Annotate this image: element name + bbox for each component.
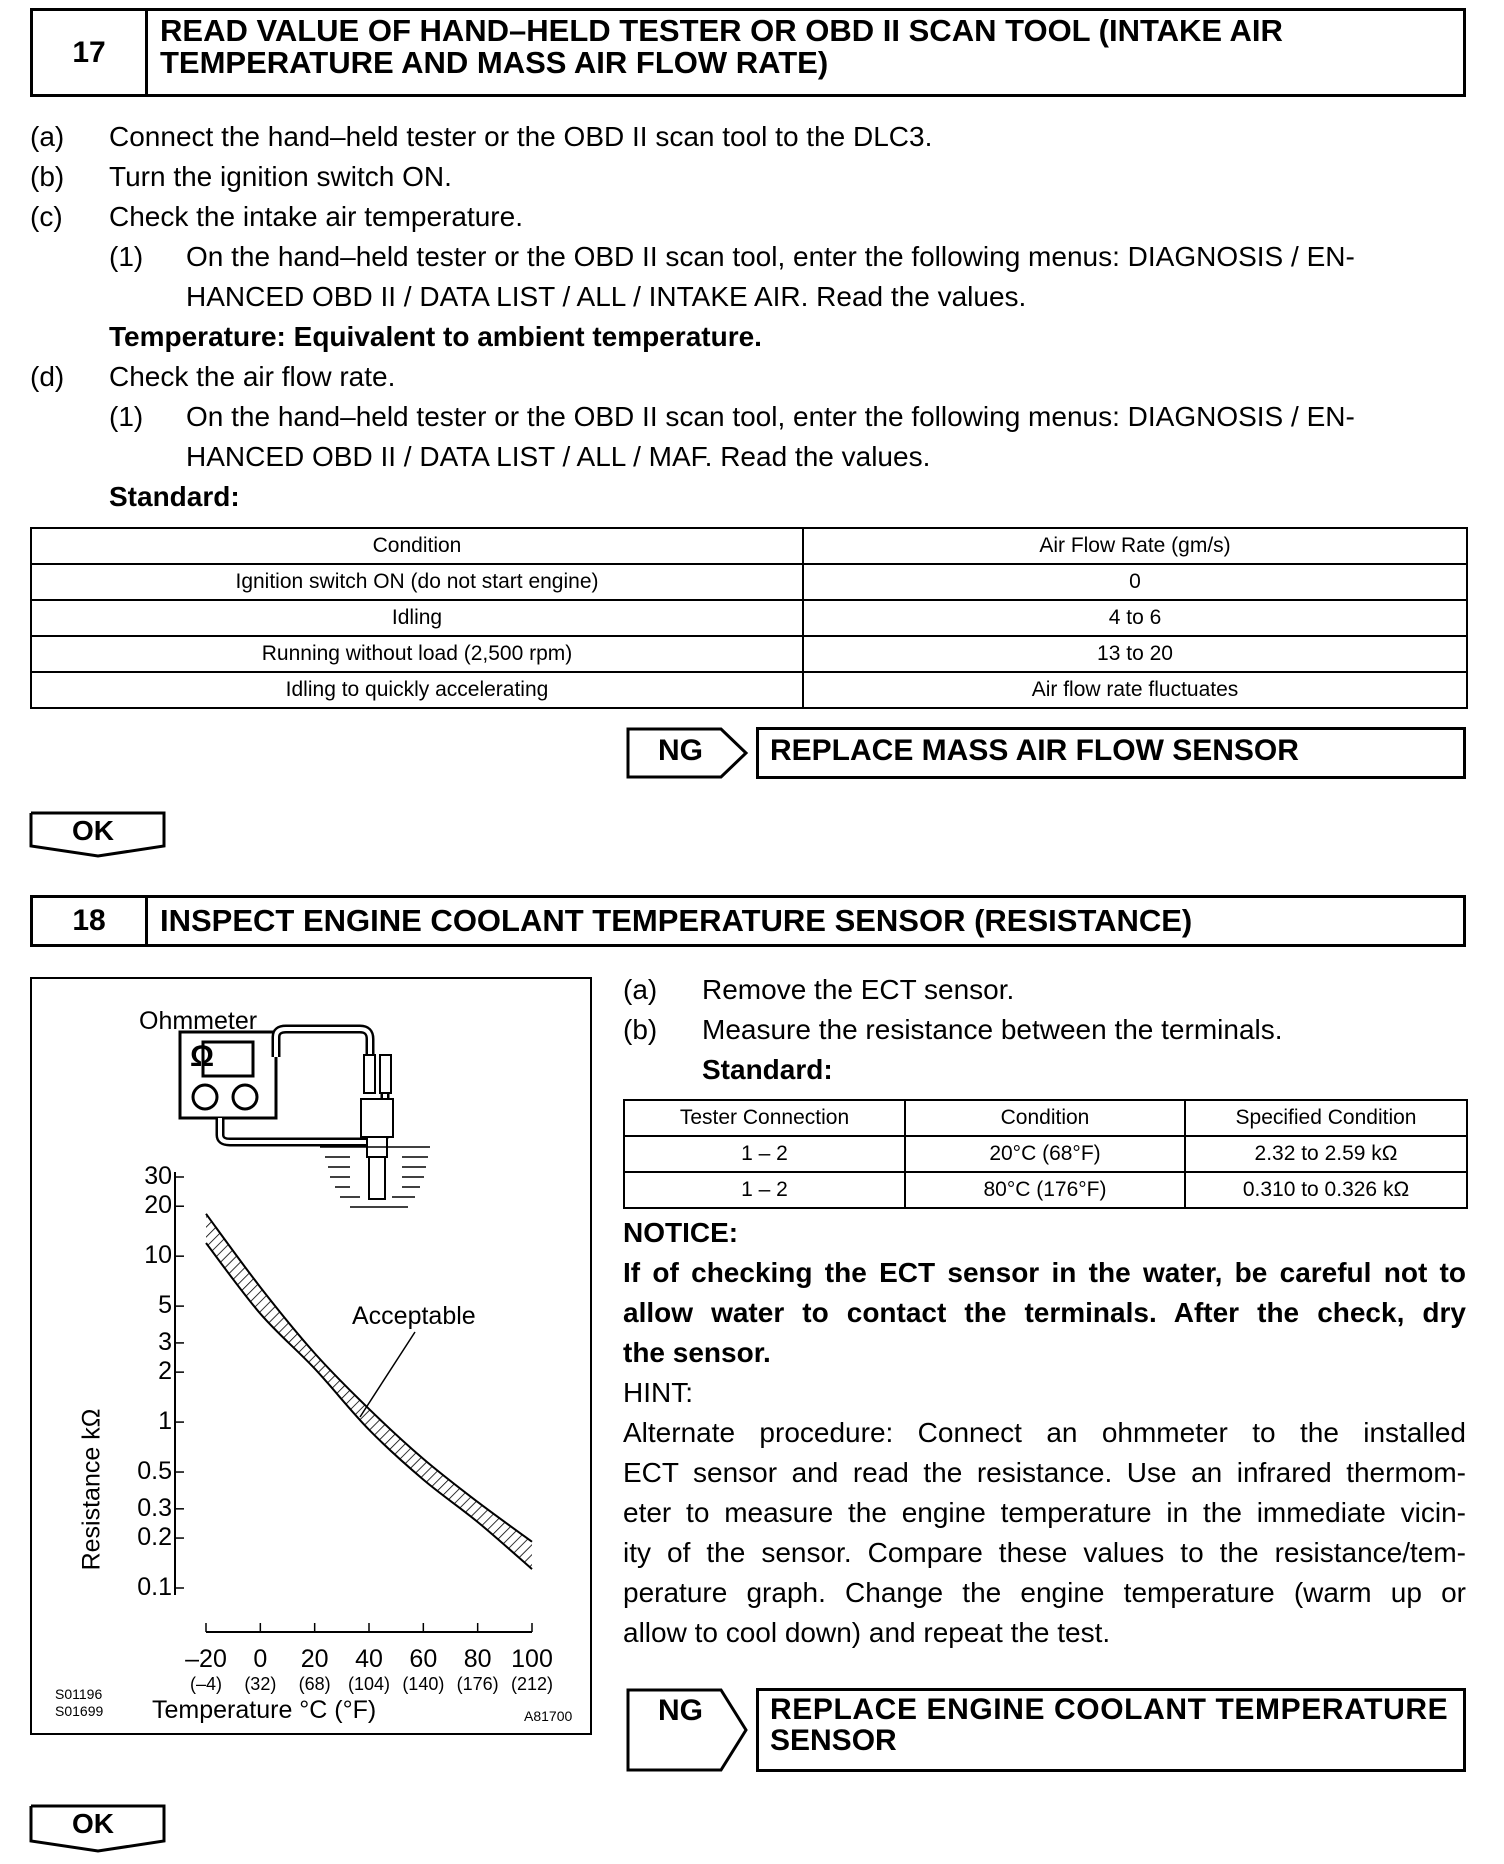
ok-label: OK [72, 1808, 114, 1839]
table-header: Condition [905, 1100, 1185, 1136]
table-row [624, 1172, 1467, 1208]
y-tick-label: 2 [158, 1357, 172, 1386]
air-flow-table [30, 527, 1468, 709]
x-tick-label-f: (32) [244, 1674, 277, 1694]
item-label: (b) [30, 161, 65, 192]
item-label: (a) [623, 974, 658, 1005]
step-17-header [30, 8, 1466, 97]
table-row [31, 636, 1467, 672]
table-row [31, 600, 1467, 636]
y-tick-label: 3 [158, 1327, 172, 1356]
ohmmeter-label: Ohmmeter [139, 1007, 258, 1035]
table-cell: 13 to 20 [803, 636, 1467, 672]
table-header: Tester Connection [624, 1100, 905, 1136]
figure-code: S01699 [55, 1703, 104, 1719]
notice-text: allow water to contact the terminals. After the check, dry [623, 1297, 1466, 1328]
table-header-row [624, 1100, 1467, 1136]
item-text: Measure the resistance between the terminals. [702, 1014, 1283, 1045]
y-axis-label-wrap [72, 1390, 112, 1590]
step-title-line-2: TEMPERATURE AND MASS AIR FLOW RATE) [160, 45, 829, 80]
table-cell: Idling to quickly accelerating [31, 672, 803, 708]
ok-label: OK [72, 815, 114, 846]
y-tick-label: 30 [144, 1162, 172, 1190]
table-cell: 80°C (176°F) [905, 1172, 1185, 1208]
ng-label: NG [658, 734, 703, 767]
ohm-symbol: Ω [190, 1040, 215, 1073]
table-cell: 20°C (68°F) [905, 1136, 1185, 1172]
ng-label: NG [658, 1694, 703, 1727]
x-tick-label-f: (68) [298, 1674, 331, 1694]
ng-action-line: SENSOR [770, 1724, 897, 1757]
notice-text: the sensor. [623, 1337, 771, 1368]
table-row [624, 1136, 1467, 1172]
acceptable-label: Acceptable [352, 1302, 476, 1330]
table-header: Specified Condition [1185, 1100, 1467, 1136]
ohmmeter-jack [193, 1085, 217, 1109]
subitem-text: On the hand–held tester or the OBD II scan tool, enter the following menus: DIAGNOSIS / EN- [186, 401, 1355, 432]
table-cell: Idling [31, 600, 803, 636]
table-cell: 0.310 to 0.326 kΩ [1185, 1172, 1467, 1208]
y-tick-label: 20 [144, 1191, 172, 1220]
y-tick-label: 1 [158, 1407, 172, 1436]
table-header-row [31, 528, 1467, 564]
item-text: Remove the ECT sensor. [702, 974, 1015, 1005]
table-cell: 1 – 2 [624, 1172, 905, 1208]
temperature-spec: Temperature: Equivalent to ambient temperature. [109, 321, 762, 352]
x-tick-label-f: (–4) [189, 1674, 222, 1694]
standard-label: Standard: [109, 481, 240, 512]
x-tick-label-f: (140) [402, 1674, 445, 1694]
notice-label: NOTICE: [623, 1217, 739, 1248]
x-tick-label-f: (104) [347, 1674, 391, 1694]
item-text: Connect the hand–held tester or the OBD II scan tool to the DLC3. [109, 121, 933, 152]
table-cell: Running without load (2,500 rpm) [31, 636, 803, 672]
standard-label: Standard: [702, 1054, 833, 1085]
ng-action: REPLACE MASS AIR FLOW SENSOR [770, 734, 1299, 767]
x-tick-label: 80 [463, 1645, 492, 1673]
y-tick-label: 5 [158, 1291, 172, 1320]
x-tick-label: 40 [355, 1645, 383, 1673]
y-tick-label: 0.5 [137, 1457, 172, 1486]
x-tick-label: 20 [300, 1645, 329, 1673]
step-title: INSPECT ENGINE COOLANT TEMPERATURE SENSOR (RESISTANCE) [160, 903, 1193, 938]
step-title [148, 11, 1463, 94]
ohmmeter-jack [233, 1085, 257, 1109]
table-cell: 0 [803, 564, 1467, 600]
table-row [31, 564, 1467, 600]
subitem-text: HANCED OBD II / DATA LIST / ALL / INTAKE AIR. Read the values. [186, 281, 1027, 312]
x-tick-label-f: (176) [456, 1674, 499, 1694]
step-title-line-1: READ VALUE OF HAND–HELD TESTER OR OBD II SCAN TOOL (INTAKE AIR [160, 13, 1283, 48]
item-label: (b) [623, 1014, 658, 1045]
y-tick-label: 0.1 [137, 1573, 172, 1601]
hint-label: HINT: [623, 1377, 693, 1408]
x-tick-label: 0 [253, 1645, 268, 1673]
y-tick-label: 10 [144, 1241, 172, 1270]
item-label: (c) [30, 201, 63, 232]
ng-action [770, 1694, 1448, 1756]
table-header: Condition [31, 528, 803, 564]
hint-line: allow to cool down) and repeat the test. [623, 1617, 1111, 1648]
notice-text: If of checking the ECT sensor in the water, be careful not to [623, 1257, 1466, 1288]
subitem-label: (1) [109, 241, 144, 272]
y-axis-label: Resistance kΩ [77, 1408, 106, 1571]
x-axis-label: Temperature °C (°F) [152, 1696, 377, 1724]
figure-code: S01196 [55, 1686, 103, 1702]
subitem-text: HANCED OBD II / DATA LIST / ALL / MAF. Read the values. [186, 441, 931, 472]
item-text: Turn the ignition switch ON. [109, 161, 452, 192]
table-cell: 4 to 6 [803, 600, 1467, 636]
table-row [31, 672, 1467, 708]
hint-line: perature graph. Change the engine temperature (warm up or [623, 1577, 1466, 1608]
item-text: Check the intake air temperature. [109, 201, 523, 232]
x-tick-label-f: (212) [510, 1674, 554, 1694]
hint-line: ECT sensor and read the resistance. Use an infrared thermom- [623, 1457, 1466, 1488]
table-cell: Air flow rate fluctuates [803, 672, 1467, 708]
x-tick-label: –20 [185, 1645, 227, 1673]
step-number: 17 [33, 11, 148, 94]
figure-code: A81700 [524, 1708, 573, 1724]
hint-line: Alternate procedure: Connect an ohmmeter to the installed [623, 1417, 1466, 1448]
item-label: (a) [30, 121, 65, 152]
subitem-text: On the hand–held tester or the OBD II scan tool, enter the following menus: DIAGNOSIS / EN- [186, 241, 1355, 272]
ect-sensor [361, 1099, 393, 1137]
table-header: Air Flow Rate (gm/s) [803, 528, 1467, 564]
x-tick-label: 60 [409, 1645, 438, 1673]
hint-line: eter to measure the engine temperature in the immediate vicin- [623, 1497, 1466, 1528]
subitem-label: (1) [109, 401, 144, 432]
acceptable-band [206, 1214, 532, 1569]
x-tick-label: 100 [511, 1645, 553, 1673]
acceptable-leader [360, 1332, 415, 1417]
upper-limit-line [206, 1214, 532, 1542]
item-text: Check the air flow rate. [109, 361, 396, 392]
y-tick-label: 0.3 [137, 1493, 172, 1522]
table-cell: Ignition switch ON (do not start engine) [31, 564, 803, 600]
y-tick-label: 0.2 [137, 1523, 172, 1552]
table-cell: 1 – 2 [624, 1136, 905, 1172]
ect-spec-table [623, 1099, 1468, 1209]
table-cell: 2.32 to 2.59 kΩ [1185, 1136, 1467, 1172]
step-number: 18 [33, 898, 148, 944]
hint-line: ity of the sensor. Compare these values to the resistance/tem- [623, 1537, 1466, 1568]
ng-action-line: REPLACE ENGINE COOLANT TEMPERATURE [770, 1693, 1449, 1726]
item-label: (d) [30, 361, 65, 392]
step-18-header [30, 895, 1466, 947]
